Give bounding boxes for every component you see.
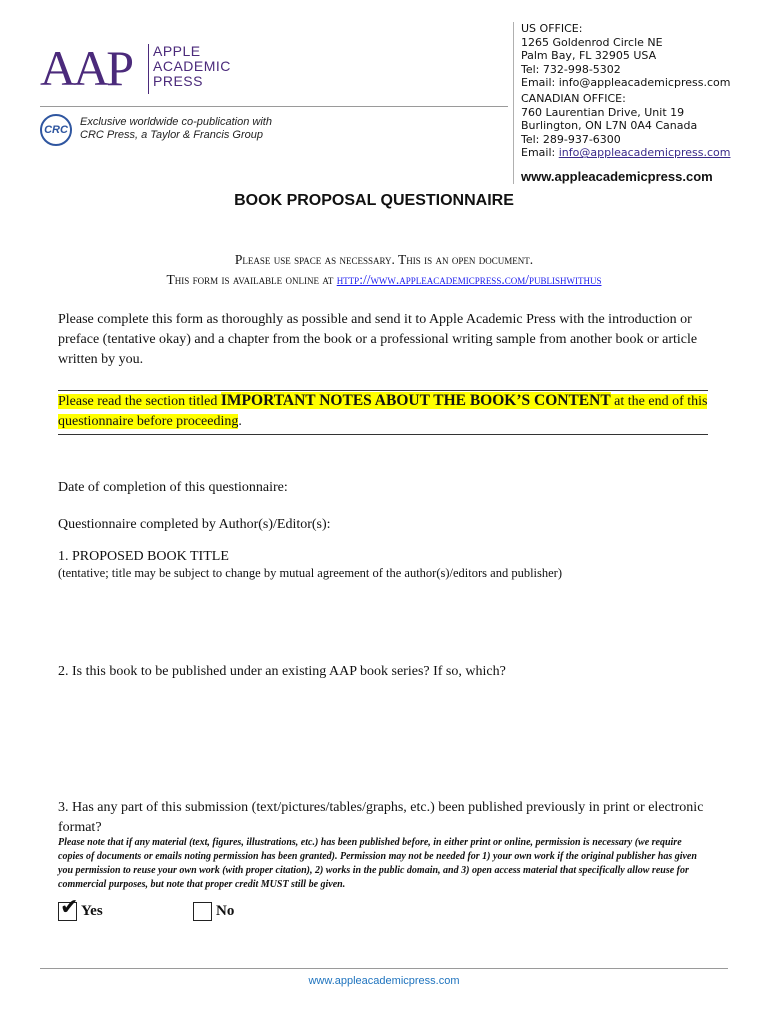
header-divider xyxy=(40,106,508,107)
footer-website-link[interactable]: www.appleacademicpress.com xyxy=(308,975,460,987)
office-addresses xyxy=(521,22,761,160)
canadian-office-heading: CANADIAN OFFICE: xyxy=(521,91,626,105)
us-office-address-2: Palm Bay, FL 32905 USA xyxy=(521,49,657,63)
publisher-logo xyxy=(40,40,270,100)
online-form-note xyxy=(0,272,768,288)
intro-paragraph: Please complete this form as thoroughly as possible and send it to Apple Academic Press with the introduction or preface (tentative okay) and a chapter from the book or a professional writing sample from another book or article written by you. xyxy=(58,312,698,367)
us-office-tel: Tel: 732-998-5302 xyxy=(521,62,621,76)
canadian-office-email-link[interactable]: info@appleacademicpress.com xyxy=(558,146,731,160)
completion-date-field: Date of completion of this questionnaire: xyxy=(58,480,288,495)
canadian-office-tel: Tel: 289-937-6300 xyxy=(521,132,621,146)
canadian-office-email-row xyxy=(521,146,761,160)
header-website[interactable]: www.appleacademicpress.com xyxy=(521,169,713,184)
us-office-email: Email: info@appleacademicpress.com xyxy=(521,76,731,90)
us-office-address-1: 1265 Goldenrod Circle NE xyxy=(521,35,663,49)
open-document-note: Please use space as necessary. This is an open document. xyxy=(234,252,534,267)
important-notes-callout xyxy=(58,391,708,432)
footer-divider xyxy=(40,968,728,969)
completed-by-field: Questionnaire completed by Author(s)/Editor(s): xyxy=(58,517,331,532)
header-vertical-divider xyxy=(513,22,514,184)
logo-line-press: PRESS xyxy=(153,73,203,89)
crc-copublication-note xyxy=(80,116,272,142)
question-3: 3. Has any part of this submission (text/pictures/tables/graphs, etc.) been published previously in print or electronic format? xyxy=(58,800,704,835)
page-title: BOOK PROPOSAL QUESTIONNAIRE xyxy=(234,192,514,209)
canadian-office-address-1: 760 Laurentian Drive, Unit 19 xyxy=(521,105,685,119)
online-form-prefix: This form is available online at xyxy=(166,272,337,287)
question-1-note: (tentative; title may be subject to change by mutual agreement of the author(s)/editors and publisher) xyxy=(58,566,563,580)
canadian-office-address-2: Burlington, ON L7N 0A4 Canada xyxy=(521,119,698,133)
logo-divider xyxy=(148,44,149,94)
question-1-title: 1. PROPOSED BOOK TITLE xyxy=(58,549,229,564)
callout-strong-text: IMPORTANT NOTES ABOUT THE BOOK’S CONTENT xyxy=(220,392,611,409)
yes-checkbox[interactable] xyxy=(58,895,79,921)
callout-bottom-rule xyxy=(58,434,708,435)
yes-label: Yes xyxy=(81,903,103,919)
callout-text-before: Please read the section titled xyxy=(58,394,221,409)
no-checkbox[interactable] xyxy=(193,902,212,921)
logo-line-apple: APPLE xyxy=(153,43,201,59)
permission-note: Please note that if any material (text, figures, illustrations, etc.) has been published before, in either print or online, permission is necessary (we require copies of documents or emails noting permission has been granted). Permission may not be needed for 1) your own work if the original publisher has given you permission to reuse your own work (with proper citation), 2) works in the public domain, and 3) open access material that specifically allow reuse for commercial purposes, but note that proper credit MUST still be given. xyxy=(58,837,697,890)
no-label: No xyxy=(216,903,235,919)
logo-line-academic: ACADEMIC xyxy=(153,58,231,74)
logo-wordmark xyxy=(153,44,231,89)
canadian-office-email-label: Email: xyxy=(521,146,559,160)
us-office-heading: US OFFICE: xyxy=(521,22,583,35)
option-yes[interactable] xyxy=(58,895,103,921)
checkmark-icon: ✔ xyxy=(60,895,79,920)
crc-line-2: CRC Press, a Taylor & Francis Group xyxy=(80,129,263,141)
question-2: 2. Is this book to be published under an existing AAP book series? If so, which? xyxy=(58,664,506,679)
option-no[interactable] xyxy=(193,902,234,921)
publish-with-us-link[interactable]: http://www.appleacademicpress.com/publishwithus xyxy=(336,272,602,287)
callout-text-after: at the end of this questionnaire before proceeding xyxy=(58,394,708,429)
callout-period: . xyxy=(238,414,242,429)
logo-mark: AAP xyxy=(40,40,132,96)
crc-line-1: Exclusive worldwide co-publication with xyxy=(80,116,272,128)
crc-logo-icon: CRC xyxy=(40,114,72,146)
